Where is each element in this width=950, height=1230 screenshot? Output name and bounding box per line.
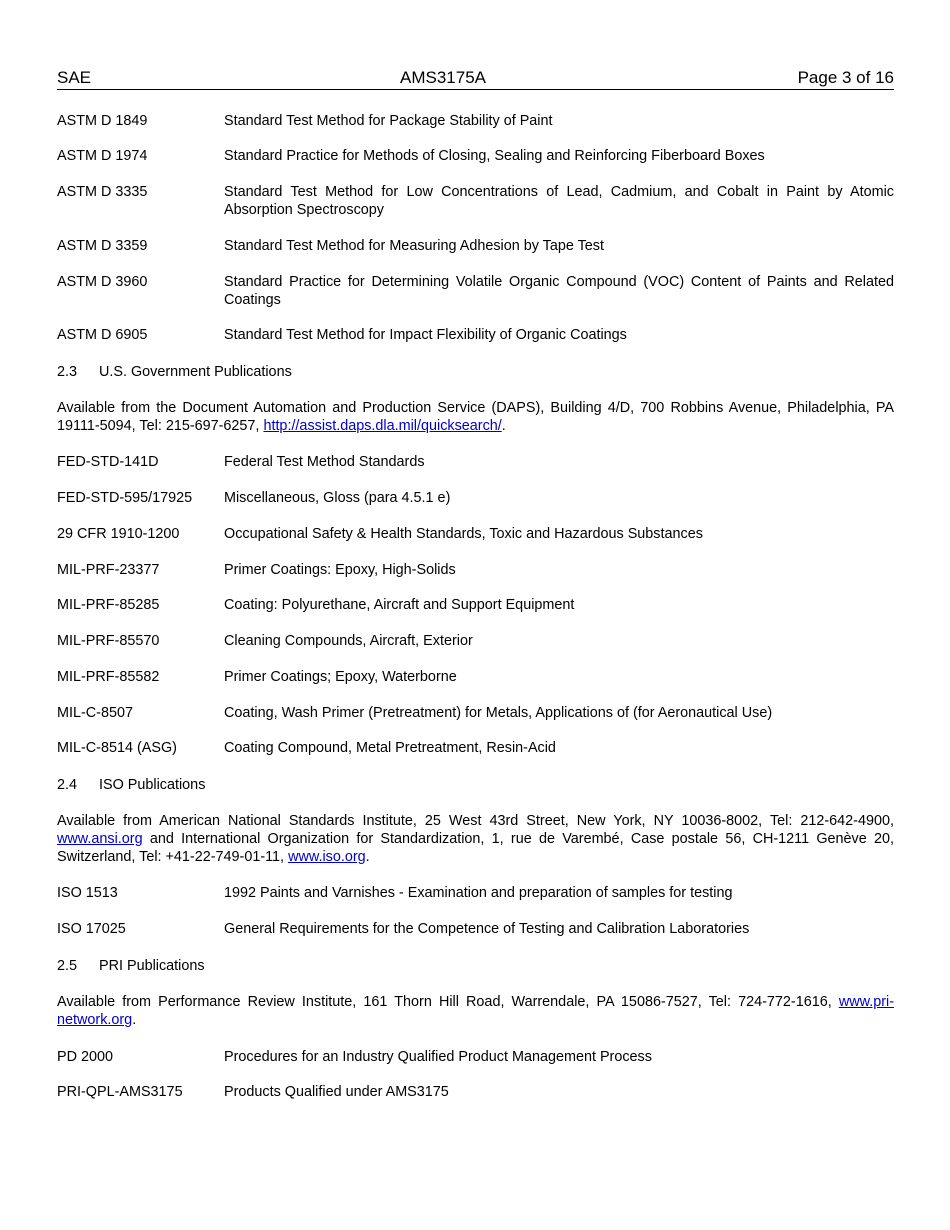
reference-code: MIL-C-8507	[57, 705, 133, 721]
section-heading-2-3	[57, 363, 292, 381]
section-number: 2.4	[57, 777, 78, 793]
reference-title: Coating: Polyurethane, Aircraft and Support Equipment	[224, 597, 575, 613]
reference-code: MIL-PRF-85570	[57, 633, 160, 649]
reference-entry	[57, 147, 894, 165]
availability-text: Available from Performance Review Institute, 161 Thorn Hill Road, Warrendale, PA 15086-7527, Tel: 724-772-1616,	[57, 994, 839, 1010]
period: .	[365, 849, 370, 865]
reference-title: Primer Coatings: Epoxy, High-Solids	[224, 562, 456, 578]
reference-title: Standard Test Method for Measuring Adhesion by Tape Test	[224, 238, 604, 254]
header-page-number: Page 3 of 16	[797, 68, 894, 87]
reference-entry	[57, 632, 894, 650]
section-number: 2.5	[57, 958, 78, 974]
reference-entry	[57, 326, 894, 344]
reference-title: Federal Test Method Standards	[224, 454, 425, 470]
period: .	[501, 418, 506, 434]
reference-entry	[57, 525, 894, 543]
availability-paragraph	[57, 812, 894, 866]
reference-title: Coating, Wash Primer (Pretreatment) for Metals, Applications of (for Aeronautical Use)	[224, 705, 773, 721]
reference-title: Standard Practice for Determining Volatile Organic Compound (VOC) Content of Paints and Related Coatings	[224, 274, 894, 308]
reference-entry	[57, 183, 894, 219]
ansi-link[interactable]: www.ansi.org	[57, 831, 143, 847]
reference-entry	[57, 273, 894, 309]
reference-title: Standard Test Method for Package Stability of Paint	[224, 113, 553, 129]
reference-code: ISO 1513	[57, 885, 118, 901]
pri-network-link[interactable]: www.pri-network.org	[57, 994, 894, 1028]
reference-entry	[57, 884, 894, 902]
reference-entry	[57, 489, 894, 507]
reference-entry	[57, 453, 894, 471]
availability-text: and International Organization for Standardization, 1, rue de Varembé, Case postale 56, CH-1211 Genève 20, Switzerland, Tel: +41-22-749-01-11,	[57, 831, 894, 865]
reference-entry	[57, 668, 894, 686]
availability-paragraph	[57, 399, 894, 435]
reference-title: Products Qualified under AMS3175	[224, 1084, 449, 1100]
reference-code: FED-STD-595/17925	[57, 490, 193, 506]
reference-code: PRI-QPL-AMS3175	[57, 1084, 183, 1100]
reference-code: MIL-PRF-85582	[57, 669, 160, 685]
availability-paragraph	[57, 993, 894, 1029]
document-page	[57, 67, 894, 1100]
period: .	[132, 1012, 137, 1028]
reference-code: ASTM D 3359	[57, 238, 148, 254]
section-heading-2-5	[57, 957, 205, 975]
reference-code: ASTM D 3335	[57, 184, 148, 200]
reference-code: ISO 17025	[57, 921, 126, 937]
reference-code: ASTM D 3960	[57, 274, 148, 290]
reference-entry	[57, 596, 894, 614]
reference-code: 29 CFR 1910-1200	[57, 526, 180, 542]
reference-title: General Requirements for the Competence of Testing and Calibration Laboratories	[224, 921, 750, 937]
page-header	[57, 67, 894, 90]
availability-text: Available from the Document Automation and Production Service (DAPS), Building 4/D, 700 Robbins Avenue, Philadelphia, PA 19111-5094, Tel: 215-697-6257,	[57, 400, 894, 434]
reference-code: MIL-PRF-85285	[57, 597, 160, 613]
reference-title: Cleaning Compounds, Aircraft, Exterior	[224, 633, 473, 649]
section-title: U.S. Government Publications	[99, 364, 292, 380]
header-doc-number: AMS3175A	[400, 68, 486, 87]
reference-code: ASTM D 6905	[57, 327, 148, 343]
section-number: 2.3	[57, 364, 78, 380]
reference-entry	[57, 920, 894, 938]
availability-text: Available from American National Standards Institute, 25 West 43rd Street, New York, NY 10036-8002, Tel: 212-642-4900,	[57, 813, 894, 829]
section-heading-2-4	[57, 776, 205, 794]
reference-entry	[57, 237, 894, 255]
reference-title: Occupational Safety & Health Standards, Toxic and Hazardous Substances	[224, 526, 703, 542]
reference-entry	[57, 1083, 894, 1101]
reference-entry	[57, 561, 894, 579]
reference-code: FED-STD-141D	[57, 454, 159, 470]
reference-title: Standard Practice for Methods of Closing, Sealing and Reinforcing Fiberboard Boxes	[224, 148, 765, 164]
reference-code: MIL-PRF-23377	[57, 562, 160, 578]
reference-entry	[57, 704, 894, 722]
header-org: SAE	[57, 68, 92, 87]
reference-code: MIL-C-8514 (ASG)	[57, 740, 177, 756]
reference-entry	[57, 112, 894, 130]
reference-entry	[57, 739, 894, 757]
reference-title: Primer Coatings; Epoxy, Waterborne	[224, 669, 457, 685]
reference-title: 1992 Paints and Varnishes - Examination and preparation of samples for testing	[224, 885, 733, 901]
section-title: ISO Publications	[99, 777, 206, 793]
reference-title: Standard Test Method for Impact Flexibility of Organic Coatings	[224, 327, 627, 343]
reference-title: Procedures for an Industry Qualified Product Management Process	[224, 1049, 652, 1065]
reference-code: ASTM D 1849	[57, 113, 148, 129]
reference-code: PD 2000	[57, 1049, 114, 1065]
reference-title: Miscellaneous, Gloss (para 4.5.1 e)	[224, 490, 451, 506]
section-title: PRI Publications	[99, 958, 205, 974]
iso-link[interactable]: www.iso.org	[288, 849, 366, 865]
reference-title: Coating Compound, Metal Pretreatment, Resin-Acid	[224, 740, 556, 756]
reference-title: Standard Test Method for Low Concentrations of Lead, Cadmium, and Cobalt in Paint by Atomic Absorption Spectroscopy	[224, 184, 894, 218]
reference-entry	[57, 1048, 894, 1066]
reference-code: ASTM D 1974	[57, 148, 148, 164]
daps-link[interactable]: http://assist.daps.dla.mil/quicksearch/	[263, 418, 502, 434]
